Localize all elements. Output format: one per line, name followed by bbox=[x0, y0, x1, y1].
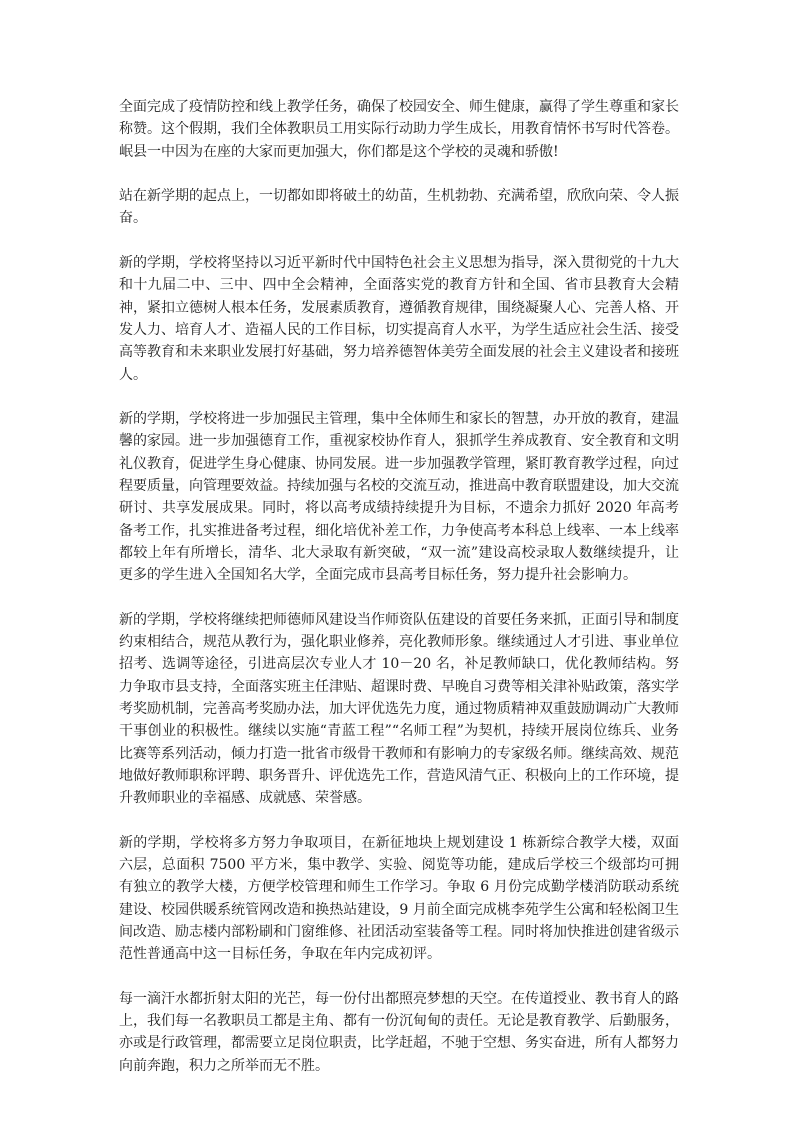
paragraph-1: 全面完成了疫情防控和线上教学任务，确保了校园安全、师生健康，赢得了学生尊重和家长称赞。这个假期，我们全体教职员工用实际行动助力学生成长，用教育情怀书写时代答卷。岷县一中因为在座的大家而更加强大，你们都是这个学校的灵魂和骄傲! bbox=[119, 99, 679, 160]
paragraph-5: 新的学期，学校将继续把师德师风建设当作师资队伍建设的首要任务来抓，正面引导和制度约束相结合，规范从教行为，强化职业修养，亮化教师形象。继续通过人才引进、事业单位招考、选调等途径，引进高层次专业人才 10－20 名，补足教师缺口，优化教师结构。努力争取市县支持，全面落实班主任津贴、超课时费、早晚自习费等相关津补贴政策，落实学考奖励机制，完善高考奖励办法，加大评优选先力度，通过物质精神双重鼓励调动广大教师干事创业的积极性。继续以实施“青蓝工程”“名师工程”为契机，持续开展岗位练兵、业务比赛等系列活动，倾力打造一批省市级骨干教师和有影响力的专家级名师。继续高效、规范地做好教师职称评聘、职务晋升、评优选先工作，营造风清气正、积极向上的工作环境，提升教师职业的幸福感、成就感、荣誉感。 bbox=[119, 611, 679, 807]
paragraph-2: 站在新学期的起点上，一切都如即将破土的幼苗，生机勃勃、充满希望，欣欣向荣、令人振奋。 bbox=[119, 188, 679, 227]
document-body bbox=[119, 96, 679, 1077]
paragraph-7: 每一滴汗水都折射太阳的光芒，每一份付出都照亮梦想的天空。在传道授业、教书育人的路上，我们每一名教职员工都是主角、都有一份沉甸甸的责任。无论是教育教学、后勤服务，亦或是行政管理，都需要立足岗位职责，比学赶超，不驰于空想、务实奋进，所有人都努力向前奔跑，积力之所举而无不胜。 bbox=[119, 990, 679, 1074]
paragraph-4: 新的学期，学校将进一步加强民主管理，集中全体师生和家长的智慧，办开放的教育，建温馨的家园。进一步加强德育工作，重视家校协作育人，狠抓学生养成教育、安全教育和文明礼仪教育，促进学生身心健康、协同发展。进一步加强教学管理，紧盯教育教学过程，向过程要质量，向管理要效益。持续加强与名校的交流互动，推进高中教育联盟建设，加大交流研讨、共享发展成果。同时，将以高考成绩持续提升为目标，不遗余力抓好 2020 年高考备考工作，扎实推进备考过程，细化培优补差工作，力争使高考本科总上线率、一本上线率都较上年有所增长，清华、北大录取有新突破，“双一流”建设高校录取人数继续提升，让更多的学生进入全国知名大学，全面完成市县高考目标任务，努力提升社会影响力。 bbox=[119, 411, 679, 584]
paragraph-6: 新的学期，学校将多方努力争取项目，在新征地块上规划建设 1 栋新综合教学大楼，双面六层，总面积 7500 平方米，集中教学、实验、阅览等功能，建成后学校三个级部均可拥有独立的教学大楼，方便学校管理和师生工作学习。争取 6 月份完成勤学楼消防联动系统建设、校园供暖系统管网改造和换热站建设，9 月前全面完成桃李苑学生公寓和轻松阁卫生间改造、励志楼内部粉刷和门窗维修、社团活动室装备等工程。同时将加快推进创建省级示范性普通高中这一目标任务，争取在年内完成初评。 bbox=[119, 834, 679, 963]
paragraph-3: 新的学期，学校将坚持以习近平新时代中国特色社会主义思想为指导，深入贯彻党的十九大和十九届二中、三中、四中全会精神，全面落实党的教育方针和全国、省市县教育大会精神，紧扣立德树人根本任务，发展素质教育，遵循教育规律，围绕凝聚人心、完善人格、开发人力、培育人才、造福人民的工作目标，切实提高育人水平，为学生适应社会生活、接受高等教育和未来职业发展打好基础，努力培养德智体美劳全面发展的社会主义建设者和接班人。 bbox=[119, 255, 679, 383]
